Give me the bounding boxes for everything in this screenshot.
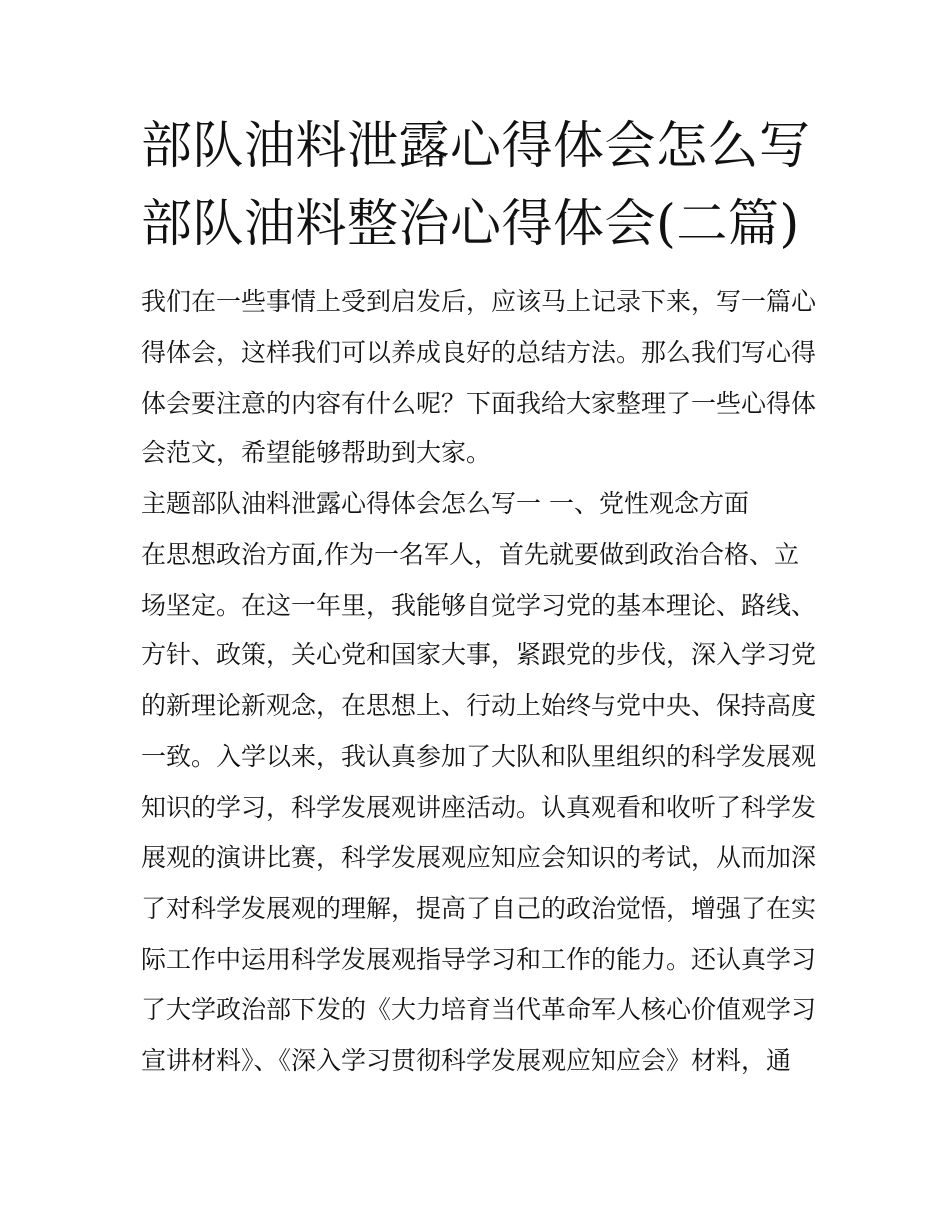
document-title-line-1: 部队油料泄露心得体会怎么写: [141, 117, 811, 176]
paragraph-line-12: 了对科学发展观的理解，提高了自己的政治觉悟，增强了在实: [141, 894, 817, 923]
paragraph-line-10: 知识的学习，科学发展观讲座活动。认真观看和收听了科学发: [141, 793, 817, 822]
paragraph-line-6: 场坚定。在这一年里，我能够自觉学习党的基本理论、路线、: [141, 591, 817, 620]
document-title-line-2: 部队油料整治心得体会(二篇): [141, 195, 800, 254]
paragraph-line-2: 得体会，这样我们可以养成良好的总结方法。那么我们写心得: [141, 338, 817, 367]
paragraph-line-11: 展观的演讲比赛，科学发展观应知应会知识的考试，从而加深: [141, 843, 817, 872]
paragraph-line-3: 体会要注意的内容有什么呢？下面我给大家整理了一些心得体: [141, 389, 817, 418]
paragraph-line-13: 际工作中运用科学发展观指导学习和工作的能力。还认真学习: [141, 945, 817, 974]
paragraph-line-4: 会范文，希望能够帮助到大家。: [141, 438, 492, 467]
paragraph-line-9: 一致。入学以来，我认真参加了大队和队里组织的科学发展观: [141, 742, 817, 771]
paragraph-line-1: 我们在一些事情上受到启发后，应该马上记录下来，写一篇心: [141, 287, 817, 316]
section-heading-line: 主题部队油料泄露心得体会怎么写一 一、党性观念方面: [141, 489, 749, 518]
paragraph-line-5: 在思想政治方面,作为一名军人，首先就要做到政治合格、立: [141, 540, 799, 569]
paragraph-line-7: 方针、政策，关心党和国家大事，紧跟党的步伐，深入学习党: [141, 640, 817, 669]
paragraph-line-14: 了大学政治部下发的《大力培育当代革命军人核心价值观学习: [141, 995, 817, 1024]
paragraph-line-8: 的新理论新观念，在思想上、行动上始终与党中央、保持高度: [141, 691, 817, 720]
paragraph-line-15: 宣讲材料》、《深入学习贯彻科学发展观应知应会》材料，通: [141, 1046, 792, 1075]
